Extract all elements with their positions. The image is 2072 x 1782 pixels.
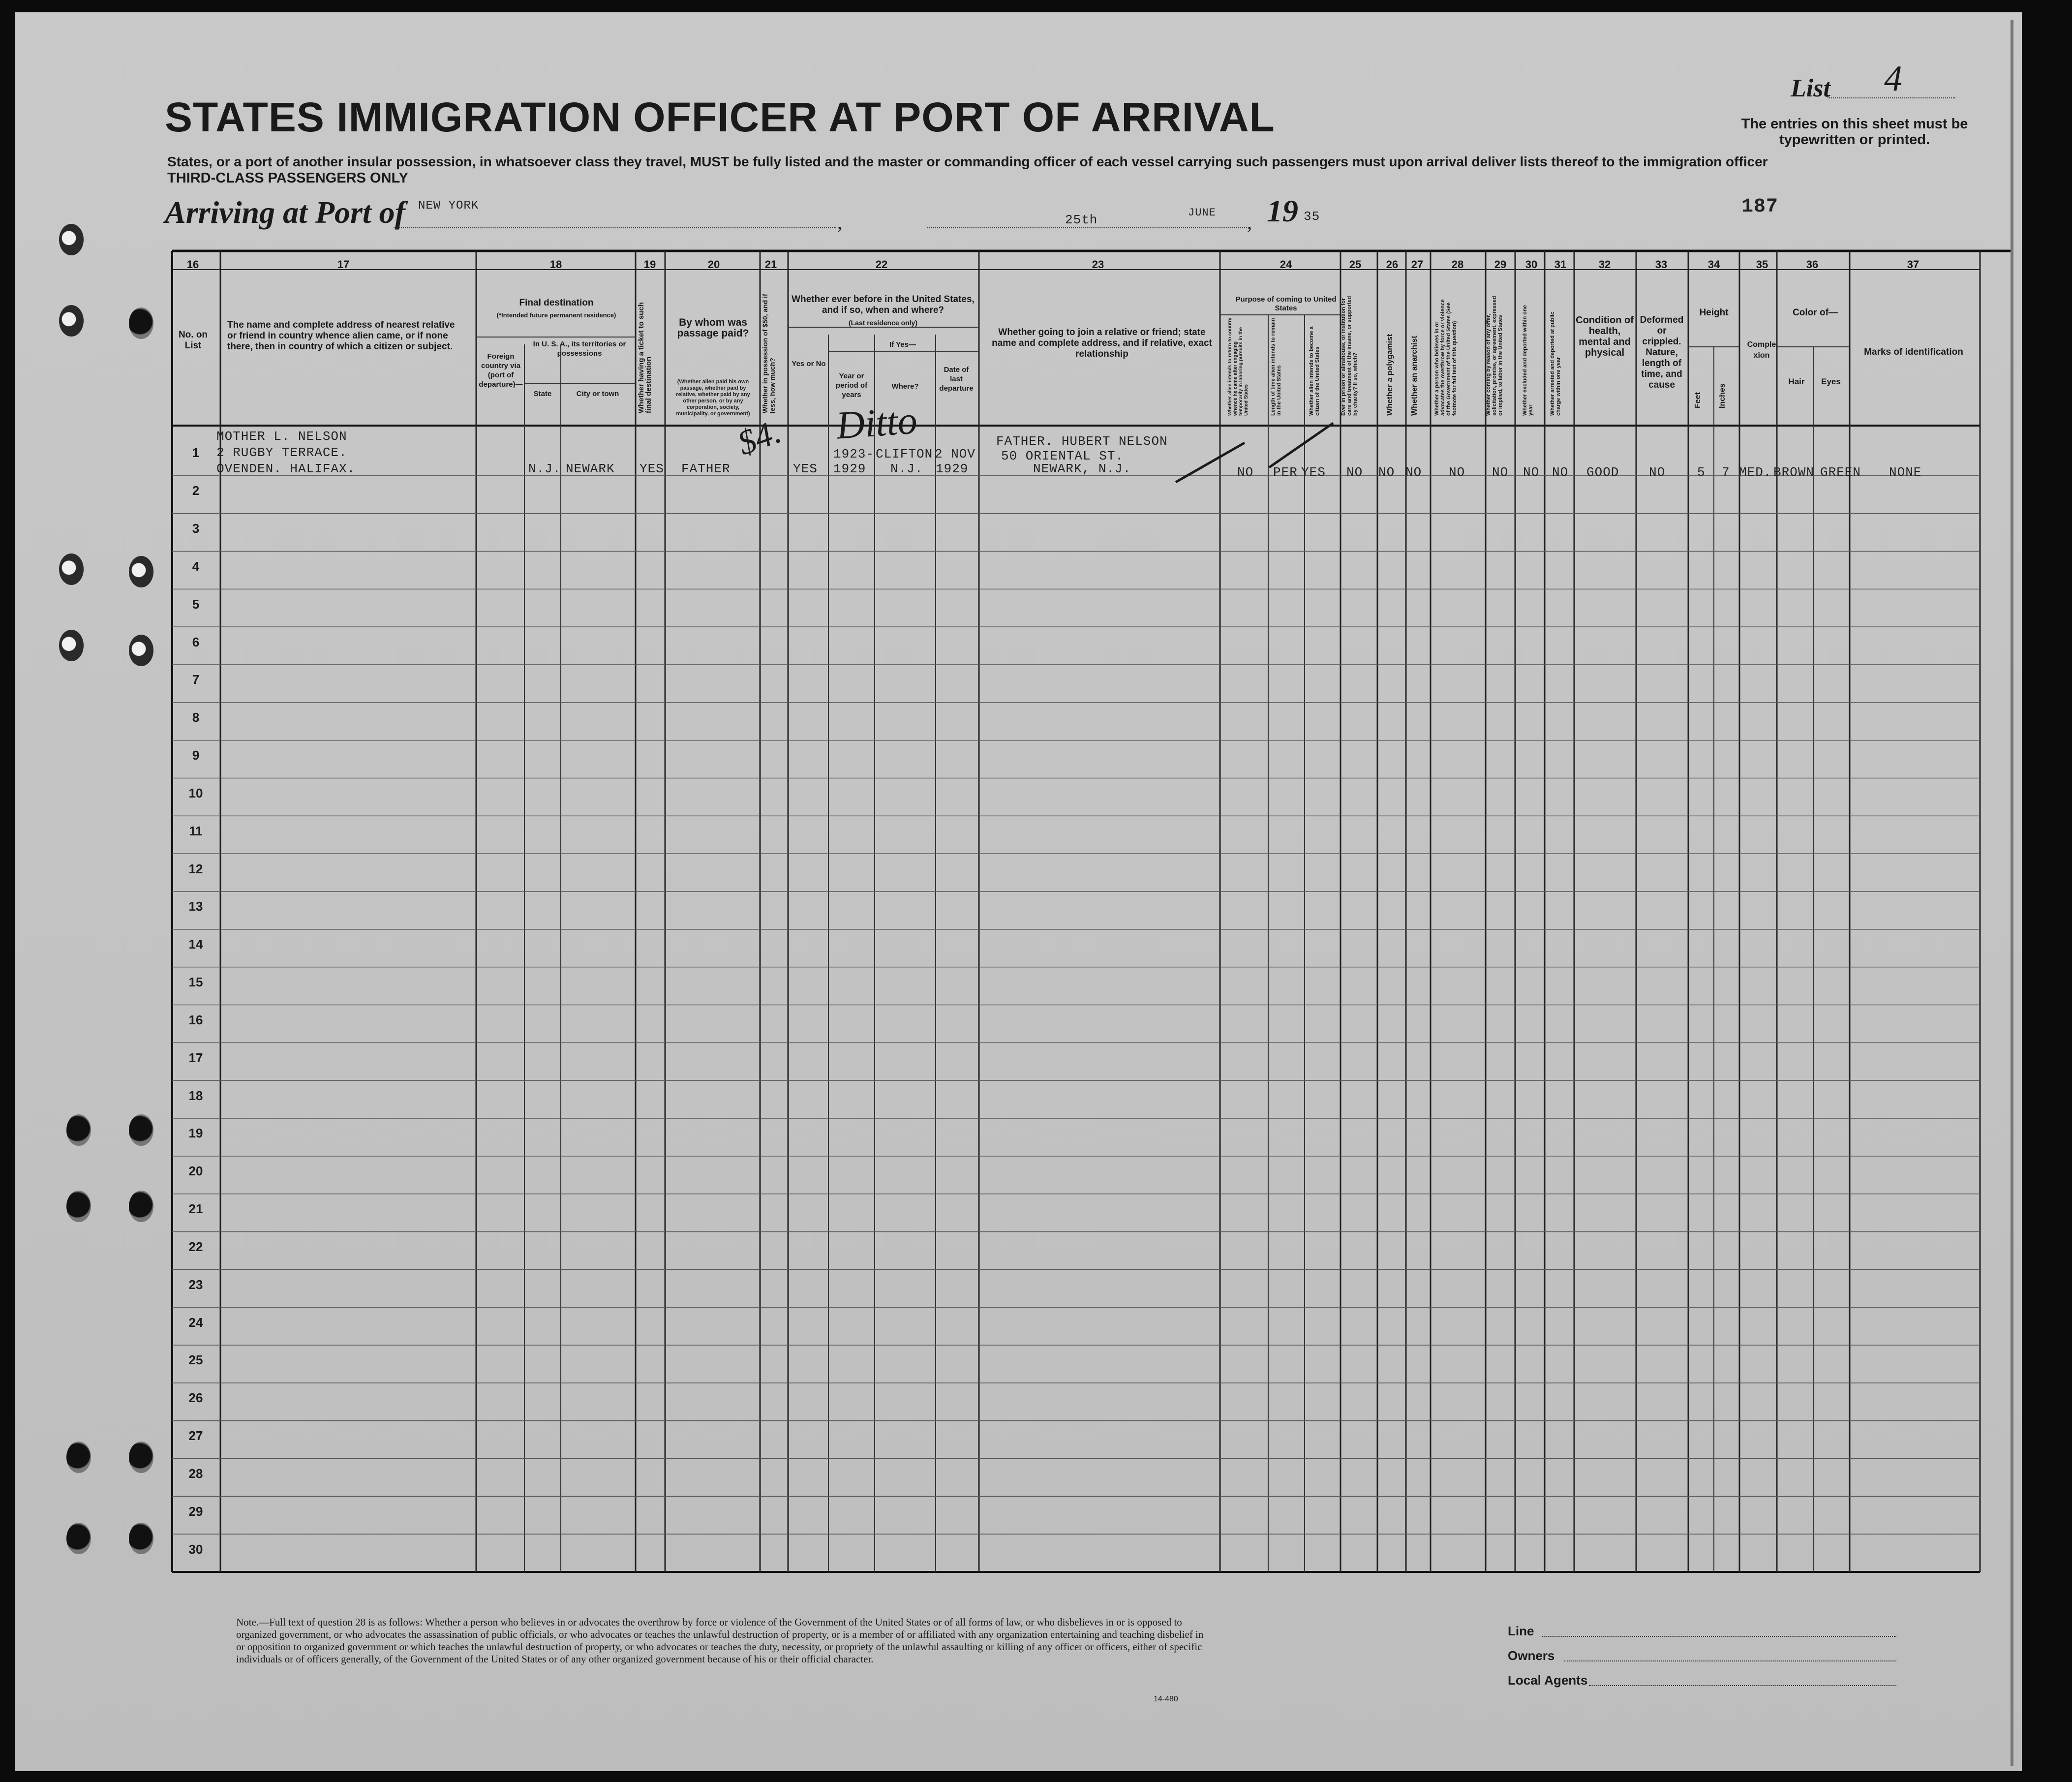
before-date-1: 2 NOV [935, 447, 976, 461]
header-complexion: Complexion [1747, 340, 1776, 360]
header-color-of: Color of— [1793, 307, 1838, 318]
health-value: GOOD [1586, 465, 1619, 480]
col-num-29: 29 [1494, 258, 1507, 271]
col-num-23: 23 [1092, 258, 1104, 271]
list-label: List [1791, 74, 1830, 102]
port-value: NEW YORK [418, 199, 479, 213]
list-number: 4 [1884, 59, 1902, 99]
paid-by-value: FATHER [681, 461, 731, 476]
feet-value: 5 [1697, 465, 1706, 480]
row-number: 29 [188, 1504, 203, 1519]
header-final-destination: Final destination [519, 298, 594, 308]
line-label: Line [1508, 1624, 1534, 1638]
header-purpose-return: Whether alien intends to return to country whence he came after engaging temporarily in laboring pursuits in the United States [1227, 317, 1249, 416]
row-number: 26 [188, 1390, 203, 1406]
header-ticket: Whether having a ticket to such final destination [637, 302, 653, 413]
row-number: 12 [188, 861, 203, 876]
excluded-value: NO [1523, 465, 1540, 480]
col-num-36: 36 [1806, 258, 1819, 271]
inches-value: 7 [1722, 465, 1730, 480]
relative-line-1: MOTHER L. NELSON [216, 429, 347, 444]
row-number: 13 [188, 899, 203, 914]
joining-line-3: NEWARK, N.J. [1033, 461, 1131, 476]
before-year-1: 1923- [833, 447, 875, 461]
class-line: THIRD-CLASS PASSENGERS ONLY [167, 170, 408, 186]
hair-value: BROWN [1773, 465, 1815, 480]
row-number: 1 [192, 445, 200, 461]
row-number: 11 [189, 823, 203, 838]
header-prison: Ever in prison or almshouse, or institution for care and treatment of the insane, or supported by charity? If so, which? [1341, 296, 1358, 416]
col-num-33: 33 [1655, 258, 1668, 271]
header-purpose: Purpose of coming to United States [1235, 295, 1337, 312]
before-where-2: N.J. [890, 461, 923, 476]
page-number: 187 [1741, 196, 1779, 218]
row-number: 10 [188, 785, 203, 800]
header-before-in-us: Whether ever before in the United States, and if so, when and where? [792, 294, 975, 315]
row-number: 20 [188, 1164, 203, 1179]
entries-note: The entries on this sheet must be typewritten or printed. [1741, 116, 1968, 148]
row-number: 4 [192, 558, 200, 574]
complexion-value: MED. [1739, 465, 1772, 480]
overthrow-value: NO [1449, 465, 1465, 480]
header-city: City or town [576, 390, 619, 398]
header-if-yes: If Yes— [889, 340, 916, 349]
header-no-on-list: No. on List [178, 330, 208, 351]
form-title: STATES IMMIGRATION OFFICER AT PORT OF ARRIVAL [165, 94, 1275, 140]
check-mark-icon [1171, 413, 1338, 487]
row-number: 19 [188, 1126, 203, 1141]
row-number: 3 [192, 521, 200, 536]
deported-value: NO [1552, 465, 1569, 480]
header-height: Height [1699, 307, 1729, 318]
row-number: 25 [188, 1352, 203, 1368]
row-number: 30 [188, 1541, 203, 1557]
date-comma: , [1247, 211, 1252, 233]
header-deported: Whether arrested and deported at public charge within one year [1550, 311, 1561, 416]
col-num-21: 21 [764, 258, 777, 271]
header-before-in-us-sub: (Last residence only) [848, 319, 918, 327]
relative-line-3: OVENDEN. HALIFAX. [216, 461, 356, 476]
owners-label: Owners [1508, 1648, 1555, 1663]
header-where: Where? [891, 382, 919, 391]
col-num-37: 37 [1907, 258, 1920, 271]
form-number: 14-480 [1154, 1695, 1178, 1703]
row-number: 23 [188, 1277, 203, 1292]
col-num-34: 34 [1707, 258, 1720, 271]
before-where-1: CLIFTON [876, 447, 933, 461]
year-prefix: 19 [1267, 193, 1298, 228]
col-num-24: 24 [1280, 258, 1292, 271]
labor-offer-value: NO [1492, 465, 1509, 480]
header-final-destination-sub: (*Intended future permanent residence) [496, 311, 616, 319]
day-value: 25th [1065, 213, 1098, 227]
col-num-22: 22 [875, 258, 888, 271]
arriving-label: Arriving at Port of [165, 195, 405, 230]
col-num-32: 32 [1598, 258, 1611, 271]
port-comma: , [837, 211, 842, 233]
header-joining-relative: Whether going to join a relative or friend; state name and complete address, and if relative, exact relationship [992, 327, 1212, 359]
col-num-16: 16 [186, 258, 199, 271]
header-foreign-country: Foreign country via (port of departure)— [479, 352, 523, 389]
header-polygamist: Whether a polygamist [1386, 334, 1394, 416]
header-fifty-dollars: Whether in possession of $50, and if less, how much? [761, 294, 776, 413]
owners-signature-line [1564, 1660, 1896, 1661]
header-deformed: Deformed or crippled. Nature, length of time, and cause [1640, 315, 1684, 390]
eyes-value: GREEN [1820, 465, 1861, 480]
row-number: 17 [188, 1050, 203, 1065]
row-number: 7 [192, 672, 200, 687]
header-passage-paid-sub: (Whether alien paid his own passage, whether paid by relative, whether paid by any other person, or by any corporation, society, municipality, or government) [676, 379, 750, 417]
row-number: 15 [188, 975, 203, 990]
col-num-18: 18 [549, 258, 562, 271]
before-yes-no: YES [793, 461, 818, 476]
col-num-35: 35 [1756, 258, 1768, 271]
footnote: Note.—Full text of question 28 is as follows: Whether a person who believes in or advocates the overthrow by force or violence of the Government of the United States or of all forms of law, or who disbelieves in or is opposed to organized government, or who advocates the assassination of public officials, or who advocates or teaches the unlawful destruction of property, or is a member of or affiliated with any organization entertaining and teaching disbelief in or opposition to organized government or which teaches the unlawful destruction of property, or who advocates or teaches the duty, necessity, or propriety of the unlawful assaulting or killing of any officer or officers, either of specific individuals or of officers generally, of the Government of the United States or of any other organized government because of his or their official character. [236, 1616, 1204, 1665]
joining-line-1: FATHER. HUBERT NELSON [996, 434, 1168, 449]
month-value: JUNE [1188, 207, 1216, 219]
col-num-25: 25 [1349, 258, 1362, 271]
col-num-19: 19 [643, 258, 656, 271]
row-number: 5 [192, 596, 200, 612]
header-overthrow: Whether a person who believes in or advocates the overthrow by force or violence of the Government of the United States (See footnote for full text of this question) [1434, 299, 1458, 416]
header-nearest-relative: The name and complete address of nearest relative or friend in country whence alien came, or if none there, then in country of which a citizen or subject. [227, 320, 455, 352]
agents-signature-line [1589, 1685, 1896, 1686]
col-num-28: 28 [1451, 258, 1464, 271]
before-year-2: 1929 [833, 461, 866, 476]
header-state: State [533, 390, 552, 398]
header-feet: Feet [1694, 392, 1702, 408]
col-num-27: 27 [1411, 258, 1424, 271]
marks-value: NONE [1889, 465, 1922, 480]
row-number: 6 [192, 634, 200, 649]
col-num-31: 31 [1554, 258, 1567, 271]
form-subtitle: States, or a port of another insular possession, in whatsoever class they travel, MUST be fully listed and the master or commanding officer of each vessel carrying such passengers must upon arrival deliver lists thereof to the immigration officer [167, 154, 1768, 169]
row-number: 8 [192, 710, 200, 725]
header-labor-offer: Whether coming by reason of any offer, solicitation, promise, or agreement, expressed or implied, to labor in the United States [1486, 296, 1503, 416]
row-number: 16 [188, 1012, 203, 1027]
header-passage-paid: By whom was passage paid? [677, 317, 749, 339]
row-number: 18 [188, 1088, 203, 1103]
row-number: 14 [188, 937, 203, 952]
row-number: 9 [192, 748, 200, 763]
year-suffix: 35 [1304, 209, 1320, 224]
header-hair: Hair [1788, 377, 1805, 386]
ditto-mark: Ditto [835, 399, 919, 448]
header-purpose-citizen: Whether alien intends to become a citizen of the United States [1309, 326, 1320, 416]
ticket-value: YES [640, 461, 664, 476]
header-purpose-length: Length of time alien intends to remain in the United States [1270, 318, 1282, 416]
purpose-return-value: NO [1237, 465, 1254, 480]
col-num-17: 17 [337, 258, 350, 271]
dest-state: N.J. [528, 461, 561, 476]
relative-line-2: 2 RUGBY TERRACE. [216, 445, 347, 460]
anarchist-value: NO [1405, 465, 1422, 480]
header-marks: Marks of identification [1864, 347, 1963, 357]
agents-label: Local Agents [1508, 1673, 1588, 1688]
row-number: 28 [188, 1466, 203, 1481]
joining-line-2: 50 ORIENTAL ST. [1001, 449, 1124, 463]
header-inches: Inches [1718, 383, 1727, 408]
purpose-citizen-value: YES [1301, 465, 1326, 480]
row-number: 2 [192, 483, 200, 498]
prison-value: NO [1346, 465, 1363, 480]
header-year-period: Year or period of years [835, 372, 868, 399]
header-excluded: Whether excluded and deported within one year [1522, 305, 1534, 416]
header-in-usa: In U. S. A., its territories or possessions [533, 340, 626, 358]
polygamist-value: NO [1378, 465, 1395, 480]
row-number: 24 [188, 1315, 203, 1330]
header-anarchist: Whether an anarchist [1410, 336, 1419, 416]
purpose-length-value: PER [1273, 465, 1298, 480]
col-num-30: 30 [1525, 258, 1538, 271]
header-yes-no: Yes or No [792, 360, 826, 368]
line-signature-line [1542, 1636, 1896, 1637]
header-health: Condition of health, mental and physical [1576, 315, 1634, 358]
col-num-20: 20 [707, 258, 720, 271]
deformed-value: NO [1649, 465, 1666, 480]
before-date-2: 1929 [936, 461, 969, 476]
row-number: 21 [188, 1201, 203, 1217]
col-num-26: 26 [1386, 258, 1399, 271]
row-number: 27 [188, 1428, 203, 1444]
dest-city: NEWARK [566, 461, 615, 476]
header-date-last-departure: Date of last departure [939, 366, 974, 393]
row-number: 22 [188, 1239, 203, 1254]
header-eyes: Eyes [1821, 377, 1841, 386]
money-value: $4. [732, 412, 786, 463]
